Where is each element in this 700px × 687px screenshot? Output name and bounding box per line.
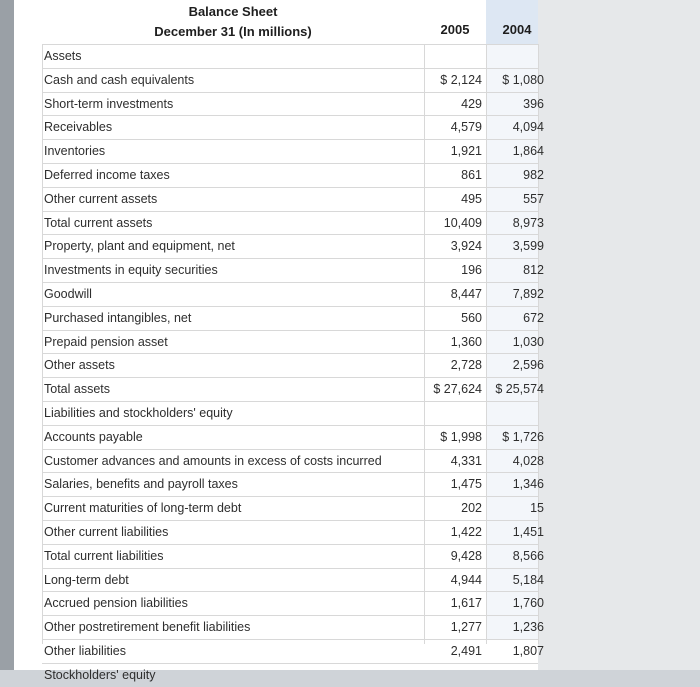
table-subtitle: December 31 (In millions) (154, 24, 312, 39)
row-label: Inventories (44, 144, 106, 159)
value-2004: $ 1,726 (502, 429, 544, 444)
value-2005: 196 (461, 263, 482, 278)
table-row (42, 353, 544, 377)
value-2004: 15 (530, 501, 544, 516)
row-label: Liabilities and stockholders' equity (44, 405, 233, 420)
column-header-2005: 2005 (440, 22, 470, 37)
table-row (42, 187, 544, 211)
row-label: Purchased intangibles, net (44, 310, 192, 325)
value-2004: 396 (523, 96, 544, 111)
value-2004: 4,028 (512, 453, 544, 468)
row-label: Accounts payable (44, 429, 143, 444)
value-2005: 3,924 (450, 239, 482, 254)
row-label: Assets (44, 49, 82, 63)
value-2005: 495 (461, 191, 482, 206)
value-2005: 1,277 (450, 620, 482, 635)
value-2005: 2,728 (450, 358, 482, 373)
table-row (42, 615, 544, 639)
row-label: Total assets (44, 382, 111, 397)
value-2005: 8,447 (450, 286, 482, 301)
value-2005: 560 (461, 310, 482, 325)
table-row (42, 520, 544, 544)
value-2004: 8,566 (512, 548, 544, 563)
table-row (42, 211, 544, 235)
value-2005: 861 (461, 167, 482, 182)
table-row (42, 472, 544, 496)
table-row (42, 449, 544, 473)
value-2005: 202 (461, 501, 482, 516)
value-2004: 8,973 (512, 215, 544, 230)
value-2004: 1,236 (512, 620, 544, 635)
table-row (42, 92, 544, 116)
value-2004: 2,596 (512, 358, 544, 373)
table-row (42, 282, 544, 306)
row-label: Salaries, benefits and payroll taxes (44, 477, 238, 492)
value-2004: 557 (523, 191, 544, 206)
row-label: Stockholders' equity (44, 667, 156, 682)
row-label: Investments in equity securities (44, 263, 218, 278)
value-2004: $ 1,080 (502, 72, 544, 87)
row-label: Total current liabilities (44, 548, 164, 563)
value-2005: 429 (461, 96, 482, 111)
value-2005: 9,428 (450, 548, 482, 563)
row-label: Other assets (44, 358, 115, 373)
table-title: Balance Sheet (188, 4, 278, 19)
row-label: Other liabilities (44, 643, 126, 658)
row-label: Property, plant and equipment, net (44, 239, 235, 254)
row-label: Customer advances and amounts in excess of costs incurred (44, 453, 382, 468)
value-2004: 7,892 (512, 286, 544, 301)
row-label: Total current assets (44, 215, 153, 230)
value-2004: 1,451 (512, 524, 544, 539)
value-2005: $ 27,624 (433, 382, 482, 397)
table-row (42, 639, 544, 663)
row-label: Deferred income taxes (44, 167, 170, 182)
value-2004: 812 (523, 263, 544, 278)
row-label: Cash and cash equivalents (44, 72, 195, 87)
table-row (42, 44, 538, 68)
value-2004: 1,030 (512, 334, 544, 349)
value-2005: 10,409 (443, 215, 482, 230)
table-body (42, 44, 544, 687)
row-label: Other current liabilities (44, 524, 169, 539)
value-2004: 3,599 (512, 239, 544, 254)
value-2005: 1,921 (450, 144, 482, 159)
value-2004: 672 (523, 310, 544, 325)
table-row (42, 330, 544, 354)
row-label: Goodwill (44, 286, 92, 301)
table-header (14, 0, 538, 44)
row-label: Long-term debt (44, 572, 129, 587)
row-label: Short-term investments (44, 96, 174, 111)
value-2005: 4,331 (450, 453, 482, 468)
row-label: Other postretirement benefit liabilities (44, 620, 251, 635)
value-2005: 1,360 (450, 334, 482, 349)
table-row (42, 377, 544, 401)
table-row (42, 163, 544, 187)
table-row (42, 425, 544, 449)
row-label: Current maturities of long-term debt (44, 501, 242, 516)
table-row (42, 234, 544, 258)
value-2005: 1,617 (450, 596, 482, 611)
value-2005: 1,475 (450, 477, 482, 492)
value-2005: $ 2,124 (440, 72, 482, 87)
value-2004: $ 25,574 (495, 382, 544, 397)
table-title-block (42, 0, 424, 44)
value-2004: 1,760 (512, 596, 544, 611)
table-row (42, 139, 544, 163)
table-row (42, 306, 544, 330)
value-2005: 4,579 (450, 120, 482, 135)
table-row (42, 591, 544, 615)
value-2005: 1,422 (450, 524, 482, 539)
value-2004: 4,094 (512, 120, 544, 135)
value-2004: 1,864 (512, 144, 544, 159)
table-row (42, 496, 544, 520)
table-row (42, 663, 538, 687)
row-label: Receivables (44, 120, 113, 135)
table-row (42, 544, 544, 568)
table-row (42, 115, 544, 139)
row-label: Accrued pension liabilities (44, 596, 188, 611)
value-2004: 1,807 (512, 643, 544, 658)
value-2004: 5,184 (512, 572, 544, 587)
balance-sheet-table (14, 0, 544, 682)
value-2005: 4,944 (450, 572, 482, 587)
value-2004: 982 (523, 167, 544, 182)
value-2005: $ 1,998 (440, 429, 482, 444)
value-2004: 1,346 (512, 477, 544, 492)
table-row (42, 401, 538, 425)
table-row (42, 258, 544, 282)
row-label: Prepaid pension asset (44, 334, 168, 349)
background-right (538, 0, 700, 670)
table-row (42, 568, 544, 592)
column-header-2004: 2004 (502, 22, 532, 37)
row-label: Other current assets (44, 191, 158, 206)
table-row (42, 68, 544, 92)
value-2005: 2,491 (450, 643, 482, 658)
